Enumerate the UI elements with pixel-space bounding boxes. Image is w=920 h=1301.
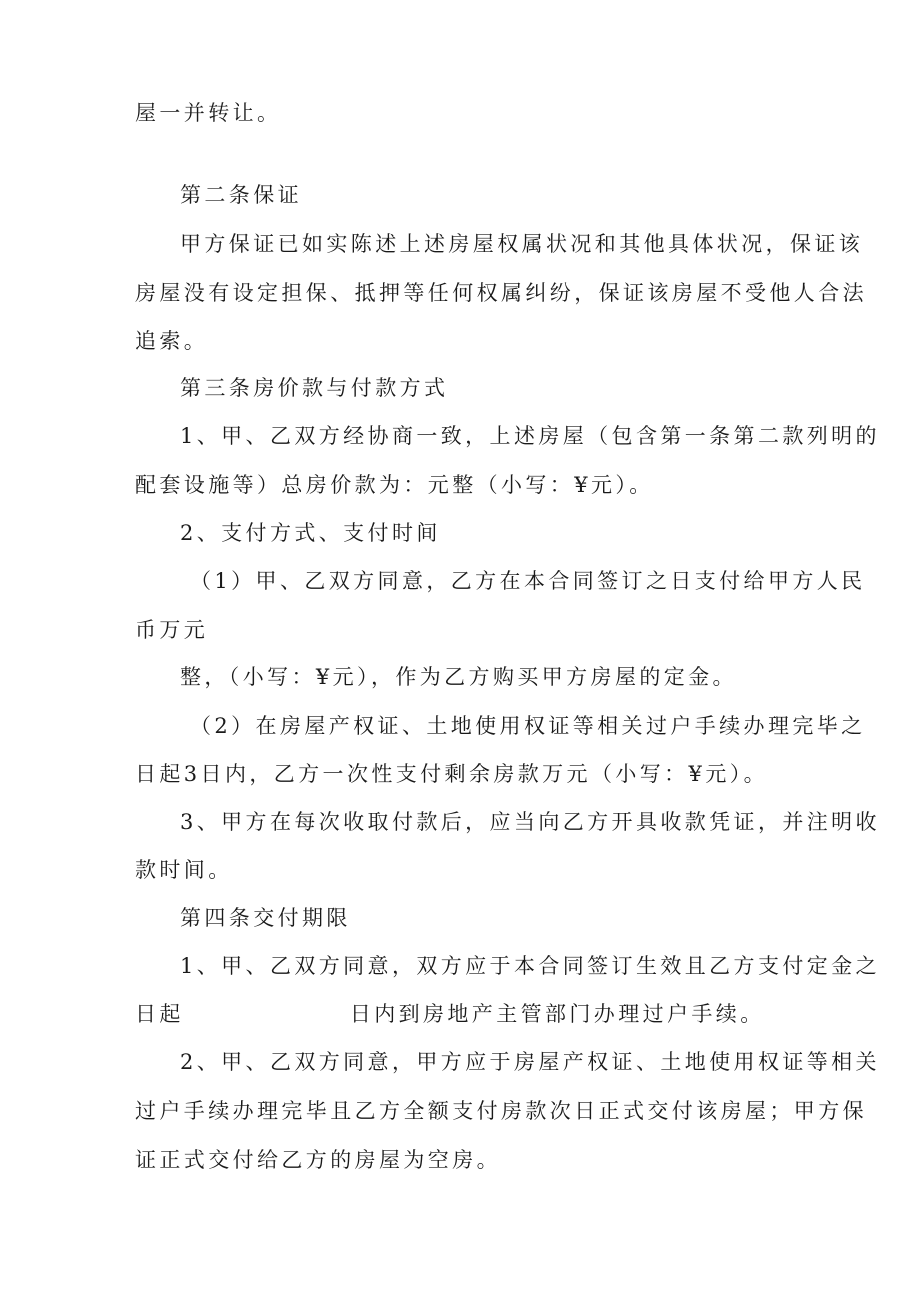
text-fragment: 日内到房地产主管部门办理过户手续。 <box>349 1002 765 1026</box>
text-line: （2）在房屋产权证、土地使用权证等相关过户手续办理完毕之 <box>190 714 866 738</box>
text-line: 2、甲、乙双方同意，甲方应于房屋产权证、土地使用权证等相关 <box>180 1050 880 1074</box>
text-line: 证正式交付给乙方的房屋为空房。 <box>135 1148 501 1172</box>
text-line: 币万元 <box>135 618 209 642</box>
section-heading: 第二条保证 <box>180 183 302 207</box>
text-line: 配套设施等）总房价款为：元整（小写：¥元）。 <box>135 473 654 497</box>
text-line <box>135 999 795 1029</box>
text-line: 1、甲、乙双方经协商一致，上述房屋（包含第一条第二款列明的 <box>180 424 880 448</box>
text-line: 日起3日内，乙方一次性支付剩余房款万元（小写：¥元）。 <box>135 762 769 786</box>
text-line: 款时间。 <box>135 858 233 882</box>
text-line: 整，（小写：¥元），作为乙方购买甲方房屋的定金。 <box>180 665 737 689</box>
text-line: 过户手续办理完毕且乙方全额支付房款次日正式交付该房屋；甲方保 <box>135 1099 867 1123</box>
text-line: 追索。 <box>135 329 209 353</box>
text-line: 房屋没有设定担保、抵押等任何权属纠纷，保证该房屋不受他人合法 <box>135 281 867 305</box>
section-heading: 第三条房价款与付款方式 <box>180 376 449 400</box>
text-line: 2、支付方式、支付时间 <box>180 521 441 545</box>
section-heading: 第四条交付期限 <box>180 906 351 930</box>
text-line: 3、甲方在每次收取付款后，应当向乙方开具收款凭证，并注明收 <box>180 810 880 834</box>
text-line: 1、甲、乙双方同意，双方应于本合同签订生效且乙方支付定金之 <box>180 954 880 978</box>
text-line: 甲方保证已如实陈述上述房屋权属状况和其他具体状况，保证该 <box>180 232 864 256</box>
text-fragment: 日起 <box>135 1002 184 1026</box>
text-line: （1）甲、乙双方同意，乙方在本合同签订之日支付给甲方人民 <box>190 569 866 593</box>
text-line: 屋一并转让。 <box>135 101 282 125</box>
